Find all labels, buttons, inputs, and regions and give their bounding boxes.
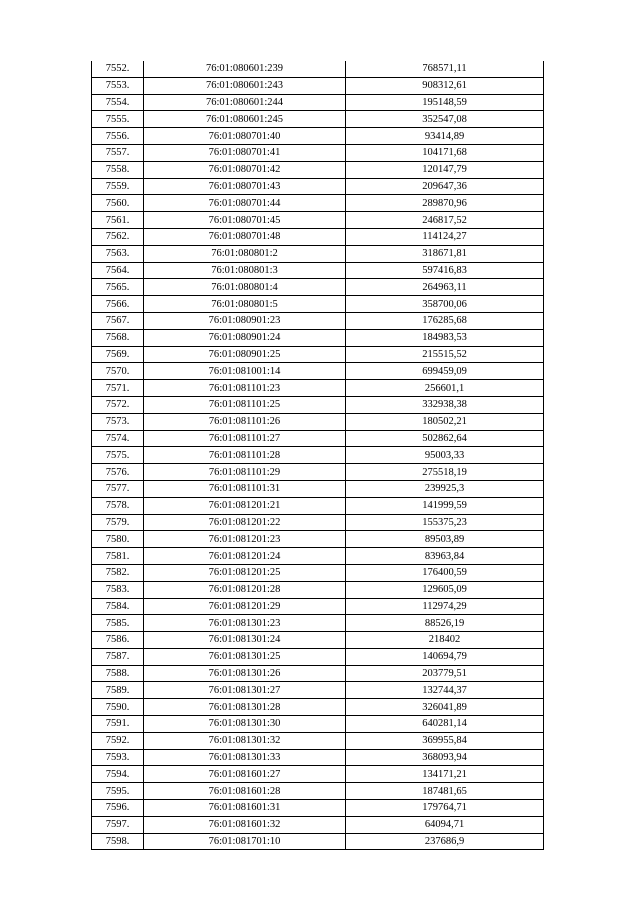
- cadastral-number-cell: 76:01:081301:26: [144, 665, 346, 682]
- row-number-cell: 7554.: [92, 94, 144, 111]
- table-row: [92, 128, 544, 145]
- table-row: [92, 61, 544, 77]
- table-row: [92, 783, 544, 800]
- cadastral-number-cell: 76:01:080901:24: [144, 329, 346, 346]
- value-cell: 176285,68: [346, 312, 544, 329]
- value-cell: 768571,11: [346, 61, 544, 77]
- table-row: [92, 531, 544, 548]
- cadastral-number-cell: 76:01:081001:14: [144, 363, 346, 380]
- value-cell: 179764,71: [346, 800, 544, 817]
- value-cell: 155375,23: [346, 514, 544, 531]
- value-cell: 134171,21: [346, 766, 544, 783]
- cadastral-number-cell: 76:01:081201:25: [144, 564, 346, 581]
- row-number-cell: 7556.: [92, 128, 144, 145]
- table-row: [92, 766, 544, 783]
- row-number-cell: 7570.: [92, 363, 144, 380]
- row-number-cell: 7595.: [92, 783, 144, 800]
- table-row: [92, 279, 544, 296]
- value-cell: 699459,09: [346, 363, 544, 380]
- row-number-cell: 7559.: [92, 178, 144, 195]
- cadastral-number-cell: 76:01:081201:22: [144, 514, 346, 531]
- table-row: [92, 716, 544, 733]
- value-cell: 640281,14: [346, 716, 544, 733]
- value-cell: 104171,68: [346, 144, 544, 161]
- table-row: [92, 144, 544, 161]
- table-row: [92, 732, 544, 749]
- row-number-cell: 7557.: [92, 144, 144, 161]
- cadastral-number-cell: 76:01:081201:23: [144, 531, 346, 548]
- cadastral-number-cell: 76:01:081301:33: [144, 749, 346, 766]
- row-number-cell: 7578.: [92, 497, 144, 514]
- table-row: [92, 195, 544, 212]
- value-cell: 95003,33: [346, 447, 544, 464]
- row-number-cell: 7593.: [92, 749, 144, 766]
- row-number-cell: 7555.: [92, 111, 144, 128]
- cadastral-number-cell: 76:01:081301:27: [144, 682, 346, 699]
- row-number-cell: 7565.: [92, 279, 144, 296]
- table-row: [92, 480, 544, 497]
- cadastral-number-cell: 76:01:080701:41: [144, 144, 346, 161]
- cadastral-number-cell: 76:01:081201:21: [144, 497, 346, 514]
- table-row: [92, 514, 544, 531]
- table-row: [92, 430, 544, 447]
- row-number-cell: 7563.: [92, 245, 144, 262]
- table-row: [92, 396, 544, 413]
- table-row: [92, 648, 544, 665]
- row-number-cell: 7579.: [92, 514, 144, 531]
- row-number-cell: 7581.: [92, 548, 144, 565]
- value-cell: 358700,06: [346, 296, 544, 313]
- cadastral-number-cell: 76:01:081101:26: [144, 413, 346, 430]
- table-row: [92, 581, 544, 598]
- row-number-cell: 7582.: [92, 564, 144, 581]
- value-cell: 318671,81: [346, 245, 544, 262]
- value-cell: 326041,89: [346, 699, 544, 716]
- table-row: [92, 699, 544, 716]
- value-cell: 502862,64: [346, 430, 544, 447]
- cadastral-number-cell: 76:01:081601:32: [144, 816, 346, 833]
- value-cell: 237686,9: [346, 833, 544, 850]
- cadastral-number-cell: 76:01:081101:28: [144, 447, 346, 464]
- value-cell: 209647,36: [346, 178, 544, 195]
- value-cell: 908312,61: [346, 77, 544, 94]
- table-row: [92, 548, 544, 565]
- cadastral-number-cell: 76:01:081601:27: [144, 766, 346, 783]
- table-row: [92, 800, 544, 817]
- row-number-cell: 7569.: [92, 346, 144, 363]
- row-number-cell: 7587.: [92, 648, 144, 665]
- cadastral-number-cell: 76:01:080701:48: [144, 228, 346, 245]
- value-cell: 264963,11: [346, 279, 544, 296]
- cadastral-number-cell: 76:01:081101:29: [144, 464, 346, 481]
- cadastral-number-cell: 76:01:081301:23: [144, 615, 346, 632]
- row-number-cell: 7558.: [92, 161, 144, 178]
- value-cell: 239925,3: [346, 480, 544, 497]
- cadastral-number-cell: 76:01:081201:28: [144, 581, 346, 598]
- table-row: [92, 447, 544, 464]
- table-row: [92, 615, 544, 632]
- cadastral-number-cell: 76:01:081301:28: [144, 699, 346, 716]
- table-row: [92, 464, 544, 481]
- row-number-cell: 7585.: [92, 615, 144, 632]
- cadastral-number-cell: 76:01:080801:2: [144, 245, 346, 262]
- cadastral-number-cell: 76:01:081301:30: [144, 716, 346, 733]
- table-row: [92, 94, 544, 111]
- value-cell: 83963,84: [346, 548, 544, 565]
- value-cell: 93414,89: [346, 128, 544, 145]
- table-row: [92, 111, 544, 128]
- row-number-cell: 7573.: [92, 413, 144, 430]
- value-cell: 352547,08: [346, 111, 544, 128]
- value-cell: 176400,59: [346, 564, 544, 581]
- value-cell: 141999,59: [346, 497, 544, 514]
- table-row: [92, 665, 544, 682]
- value-cell: 120147,79: [346, 161, 544, 178]
- row-number-cell: 7583.: [92, 581, 144, 598]
- value-cell: 195148,59: [346, 94, 544, 111]
- row-number-cell: 7590.: [92, 699, 144, 716]
- row-number-cell: 7572.: [92, 396, 144, 413]
- table-row: [92, 329, 544, 346]
- cadastral-number-cell: 76:01:081101:25: [144, 396, 346, 413]
- table-row: [92, 833, 544, 850]
- value-cell: 256601,1: [346, 380, 544, 397]
- cadastral-number-cell: 76:01:081601:31: [144, 800, 346, 817]
- value-cell: 112974,29: [346, 598, 544, 615]
- row-number-cell: 7568.: [92, 329, 144, 346]
- cadastral-number-cell: 76:01:080601:244: [144, 94, 346, 111]
- cadastral-number-cell: 76:01:081101:23: [144, 380, 346, 397]
- cadastral-number-cell: 76:01:081301:32: [144, 732, 346, 749]
- row-number-cell: 7589.: [92, 682, 144, 699]
- value-cell: 218402: [346, 632, 544, 649]
- value-cell: 187481,65: [346, 783, 544, 800]
- cadastral-number-cell: 76:01:080901:25: [144, 346, 346, 363]
- row-number-cell: 7566.: [92, 296, 144, 313]
- value-cell: 88526,19: [346, 615, 544, 632]
- row-number-cell: 7596.: [92, 800, 144, 817]
- value-cell: 246817,52: [346, 212, 544, 229]
- table-row: [92, 212, 544, 229]
- cadastral-value-table: [91, 61, 544, 850]
- value-cell: 64094,71: [346, 816, 544, 833]
- value-cell: 184983,53: [346, 329, 544, 346]
- table-row: [92, 598, 544, 615]
- value-cell: 289870,96: [346, 195, 544, 212]
- row-number-cell: 7560.: [92, 195, 144, 212]
- table-row: [92, 816, 544, 833]
- table-row: [92, 564, 544, 581]
- table-row: [92, 262, 544, 279]
- value-cell: 114124,27: [346, 228, 544, 245]
- row-number-cell: 7562.: [92, 228, 144, 245]
- row-number-cell: 7564.: [92, 262, 144, 279]
- row-number-cell: 7586.: [92, 632, 144, 649]
- row-number-cell: 7594.: [92, 766, 144, 783]
- row-number-cell: 7575.: [92, 447, 144, 464]
- table-row: [92, 363, 544, 380]
- table-row: [92, 77, 544, 94]
- table-row: [92, 749, 544, 766]
- table-row: [92, 413, 544, 430]
- row-number-cell: 7552.: [92, 61, 144, 77]
- cadastral-number-cell: 76:01:080801:5: [144, 296, 346, 313]
- table-row: [92, 245, 544, 262]
- table-row: [92, 346, 544, 363]
- value-cell: 129605,09: [346, 581, 544, 598]
- row-number-cell: 7571.: [92, 380, 144, 397]
- row-number-cell: 7561.: [92, 212, 144, 229]
- row-number-cell: 7598.: [92, 833, 144, 850]
- row-number-cell: 7567.: [92, 312, 144, 329]
- cadastral-number-cell: 76:01:081201:29: [144, 598, 346, 615]
- value-cell: 368093,94: [346, 749, 544, 766]
- cadastral-number-cell: 76:01:081201:24: [144, 548, 346, 565]
- value-cell: 215515,52: [346, 346, 544, 363]
- cadastral-number-cell: 76:01:081301:25: [144, 648, 346, 665]
- cadastral-number-cell: 76:01:081101:27: [144, 430, 346, 447]
- cadastral-number-cell: 76:01:080601:239: [144, 61, 346, 77]
- row-number-cell: 7580.: [92, 531, 144, 548]
- cadastral-number-cell: 76:01:080801:3: [144, 262, 346, 279]
- table-row: [92, 682, 544, 699]
- table-row: [92, 312, 544, 329]
- row-number-cell: 7588.: [92, 665, 144, 682]
- cadastral-number-cell: 76:01:080701:42: [144, 161, 346, 178]
- cadastral-number-cell: 76:01:080801:4: [144, 279, 346, 296]
- value-cell: 180502,21: [346, 413, 544, 430]
- row-number-cell: 7592.: [92, 732, 144, 749]
- cadastral-number-cell: 76:01:081601:28: [144, 783, 346, 800]
- cadastral-number-cell: 76:01:081301:24: [144, 632, 346, 649]
- row-number-cell: 7553.: [92, 77, 144, 94]
- row-number-cell: 7591.: [92, 716, 144, 733]
- cadastral-number-cell: 76:01:080701:45: [144, 212, 346, 229]
- value-cell: 203779,51: [346, 665, 544, 682]
- table-row: [92, 161, 544, 178]
- cadastral-number-cell: 76:01:080701:43: [144, 178, 346, 195]
- row-number-cell: 7584.: [92, 598, 144, 615]
- row-number-cell: 7574.: [92, 430, 144, 447]
- value-cell: 140694,79: [346, 648, 544, 665]
- table-row: [92, 632, 544, 649]
- cadastral-number-cell: 76:01:080701:40: [144, 128, 346, 145]
- table-body: [92, 61, 544, 850]
- cadastral-number-cell: 76:01:081101:31: [144, 480, 346, 497]
- value-cell: 597416,83: [346, 262, 544, 279]
- table-row: [92, 380, 544, 397]
- table-row: [92, 296, 544, 313]
- row-number-cell: 7597.: [92, 816, 144, 833]
- table-row: [92, 497, 544, 514]
- cadastral-number-cell: 76:01:080901:23: [144, 312, 346, 329]
- value-cell: 132744,37: [346, 682, 544, 699]
- cadastral-number-cell: 76:01:081701:10: [144, 833, 346, 850]
- value-cell: 369955,84: [346, 732, 544, 749]
- value-cell: 275518,19: [346, 464, 544, 481]
- table-row: [92, 228, 544, 245]
- cadastral-number-cell: 76:01:080701:44: [144, 195, 346, 212]
- value-cell: 89503,89: [346, 531, 544, 548]
- table-row: [92, 178, 544, 195]
- value-cell: 332938,38: [346, 396, 544, 413]
- row-number-cell: 7577.: [92, 480, 144, 497]
- cadastral-number-cell: 76:01:080601:243: [144, 77, 346, 94]
- row-number-cell: 7576.: [92, 464, 144, 481]
- cadastral-number-cell: 76:01:080601:245: [144, 111, 346, 128]
